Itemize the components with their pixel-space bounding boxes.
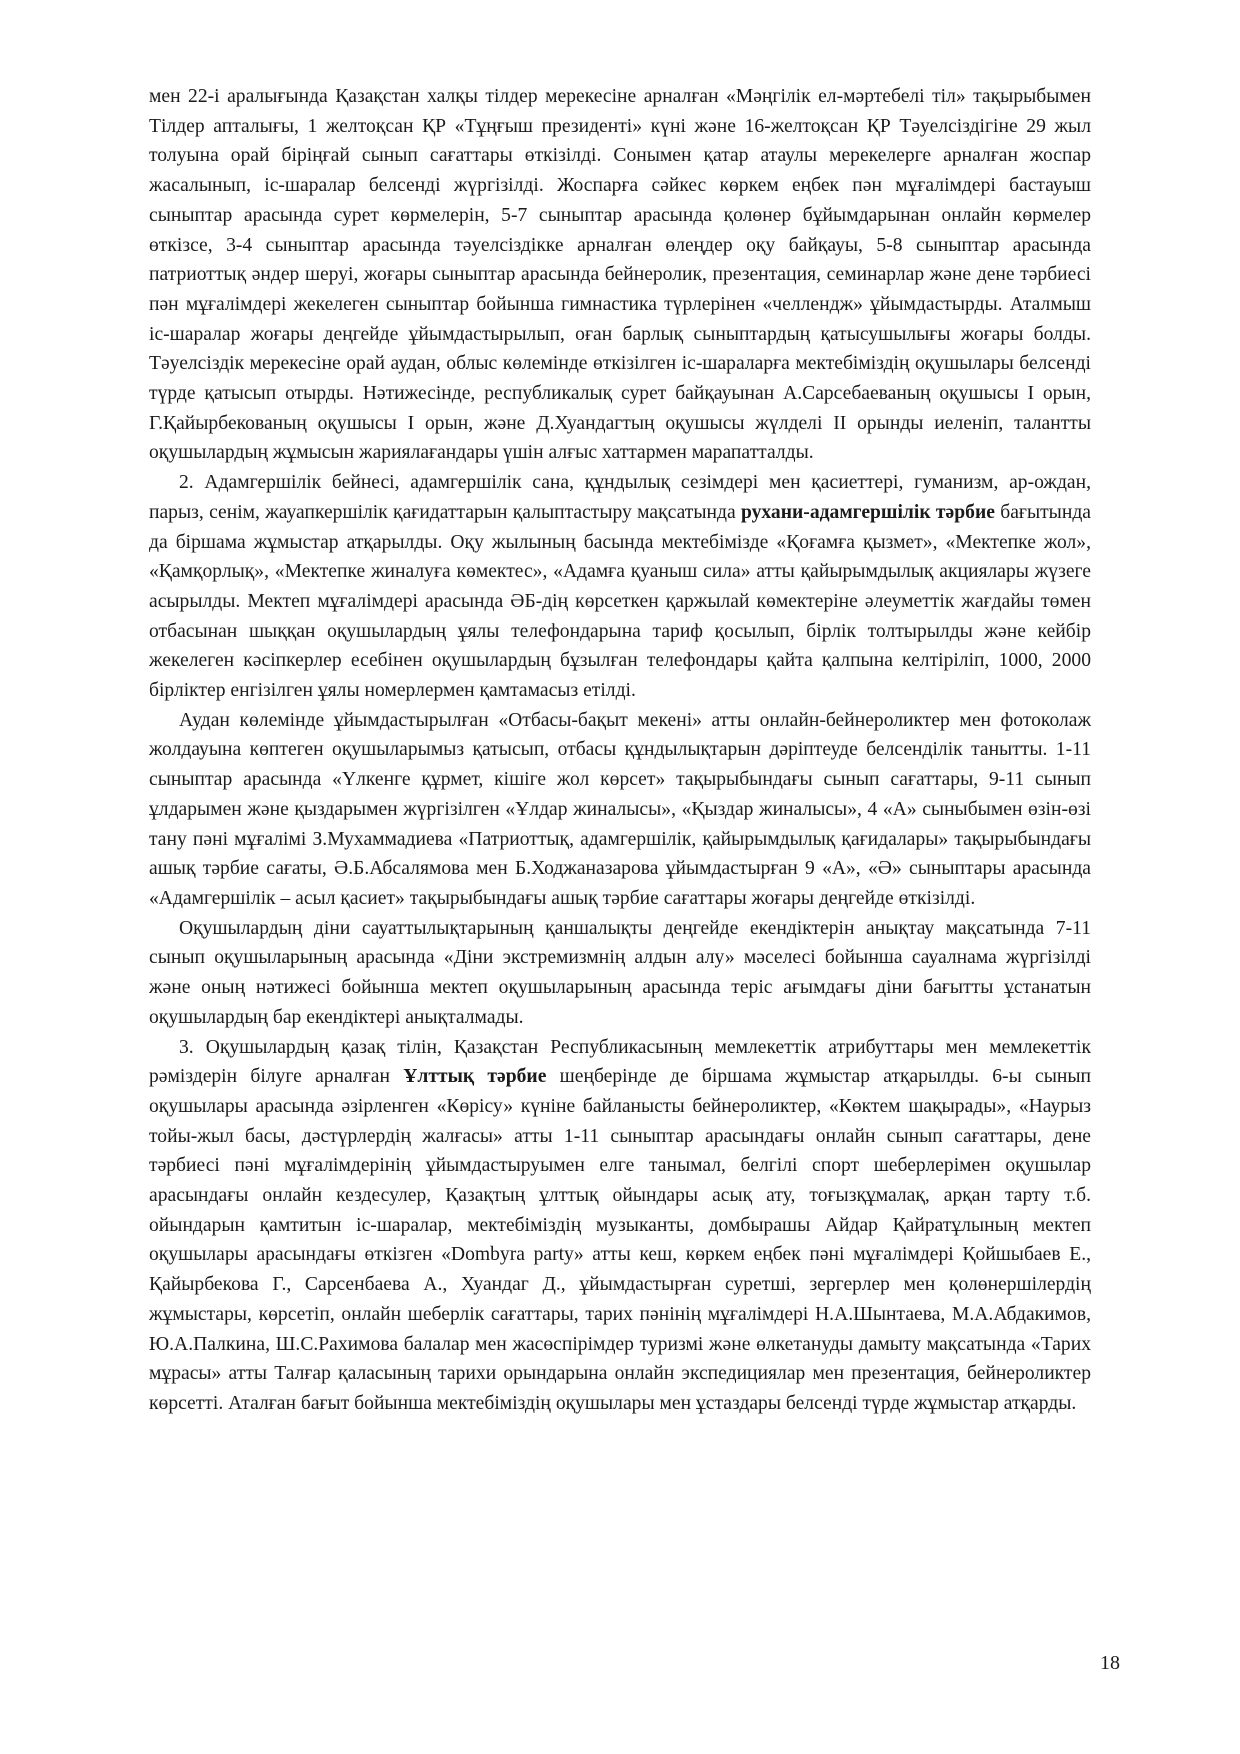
page-number: 18 [1100,1652,1120,1674]
paragraph-continuation [149,82,1091,468]
paragraph-family-values [149,706,1091,914]
paragraph-text: Аудан көлемінде ұйымдастырылған «Отбасы-бақыт мекені» атты онлайн-бейнероликтер мен фотоколаж жолдауына көптеген оқушыларымыз қатысып, отбасы құндылықтарын дәріптеуде белсенділік танытты. 1-11 сыныптар арасында «Үлкенге құрмет, кішіге жол көрсет» тақырыбындағы сынып сағаттары, 9-11 сынып ұлдарымен және қыздарымен жүргізілген «Ұлдар жиналысы», «Қыздар жиналысы», 4 «А» сыныбымен өзін-өзі тану пәні мұғалімі З.Мухаммадиева «Патриоттық, адамгершілік, қайырымдылық қағидалары» тақырыбындағы ашық тәрбие сағаты, Ә.Б.Абсалямова мен Б.Ходжаназарова ұйымдастырған 9 «А», «Ә» сыныптары арасында «Адамгершілік – асыл қасиет» тақырыбындағы ашық тәрбие сағаттары жоғары деңгейде өткізілді. [149,709,1091,909]
bold-term: Ұлттық тәрбие [403,1066,547,1088]
paragraph-text: Оқушылардың діни сауаттылықтарының қаншалықты деңгейде екендіктерін анықтау мақсатында 7-11 сынып оқушыларының арасында «Діни экстремизмнің алдын алу» мәселесі бойынша сауалнама жүргізілді және оның нәтижесі бойынша мектеп оқушыларының арасында теріс ағымдағы діни бағытты ұстанатын оқушылардың бар екендіктері анықталмады. [149,917,1091,1028]
paragraph-text: 3. Оқушылардың қазақ тілін, Қазақстан Республикасының мемлекеттік атрибуттары мен мемлекеттік рәміздерін білуге арналған [149,1036,1091,1088]
document-body [149,82,1091,1419]
paragraph-spiritual-education [149,468,1091,706]
bold-term: рухани-адамгершілік тәрбие [740,501,995,523]
paragraph-religious-literacy [149,914,1091,1033]
paragraph-national-education [149,1033,1091,1419]
paragraph-text: бағытында да біршама жұмыстар атқарылды. Оқу жылының басында мектебімізде «Қоғамға қызмет», «Мектепке жол», «Қамқорлық», «Мектепке жиналуға көмектес», «Адамға қуаныш сила» атты қайырымдылық акциялары жүзеге асырылды. Мектеп мұғалімдері арасында ӘБ-дің көрсеткен қаржылай көмектеріне әлеуметтік жағдайы төмен отбасынан шыққан оқушылардың ұялы телефондарына тариф қосылып, бірлік толтырылды және кейбір жекелеген кәсіпкерлер есебінен оқушылардың бұзылған телефондары қайта қалпына келтіріліп, 1000, 2000 бірліктер енгізілген ұялы номерлермен қамтамасыз етілді. [149,501,1091,702]
paragraph-text: 2. Адамгершілік бейнесі, адамгершілік сана, құндылық сезімдері мен қасиеттері, гуманизм, ар-ождан, парыз, сенім, жауапкершілік қағидаттарын қалыптастыру мақсатында [149,472,1091,523]
paragraph-text: мен 22-і аралығында Қазақстан халқы тілдер мерекесіне арналған «Мәңгілік ел-мәртебелі тіл» тақырыбымен Тілдер апталығы, 1 желтоқсан ҚР «Тұңғыш президенті» күні және 16-желтоқсан ҚР Тәуелсіздігіне 29 жыл толуына орай біріңғай сынып сағаттары өткізілді. Сонымен қатар атаулы мерекелерге арналған жоспар жасалынып, іс-шаралар белсенді жүргізілді. Жоспарға сәйкес көркем еңбек пән мұғалімдері бастауыш сыныптар арасында сурет көрмелерін, 5-7 сыныптар арасында қолөнер бұйымдарынан онлайн көрмелер өткізсе, 3-4 сыныптар арасында тәуелсіздікке арналған өлеңдер оқу байқауы, 5-8 сыныптар арасында патриоттық әндер шеруі, жоғары сыныптар арасында бейнеролик, презентация, семинарлар және дене тәрбиесі пән мұғалімдері жекелеген сыныптар бойынша гимнастика түрлерінен «челлендж» ұйымдастырды. Аталмыш іс-шаралар жоғары деңгейде ұйымдастырылып, оған барлық сыныптардың қатысушылығы жоғары болды. Тәуелсіздік мерекесіне орай аудан, облыс көлемінде өткізілген іс-шараларға мектебіміздің оқушылары белсенді түрде қатысып отырды. Нәтижесінде, республикалық сурет байқауынан А.Сарсебаеваның оқушысы І орын, Г.Қайырбекованың оқушысы І орын, және Д.Хуандагтың оқушысы жүлделі ІІ орынды иеленіп, талантты оқушылардың жұмысын жариялағандары үшін алғыс хаттармен марапатталды. [149,86,1091,464]
paragraph-text: шеңберінде де біршама жұмыстар атқарылды. 6-ы сынып оқушылары арасында әзірленген «Көрісу» күніне байланысты бейнероликтер, «Көктем шақырады», «Наурыз тойы-жыл басы, дәстүрлердің жалғасы» атты 1-11 сыныптар арасындағы онлайн сынып сағаттары, дене тәрбиесі пәні мұғалімдерінің ұйымдастыруымен елге танымал, белгілі спорт шеберлерімен оқушылар арасындағы онлайн кездесулер, Қазақтың ұлттық ойындары асық ату, тоғызқұмалақ, арқан тарту т.б. ойындарын қамтитын іс-шаралар, мектебіміздің музыканты, домбырашы Айдар Қайратұлының мектеп оқушылары арасындағы өткізген «Dombyra party» атты кеш, көркем еңбек пәні мұғалімдері Қойшыбаев Е., Қайырбекова Г., Сарсенбаева А., Хуандаг Д., ұйымдастырған суретші, зергерлер мен қолөнершілердің жұмыстары, көрсетіп, онлайн шеберлік сағаттары, тарих пәнінің мұғалімдері Н.А.Шынтаева, М.А.Абдакимов, Ю.А.Палкина, Ш.С.Рахимова балалар мен жасөспірімдер туризмі және өлкетануды дамыту мақсатында «Тарих мұрасы» атты Талғар қаласының тарихи орындарына онлайн экспедициялар мен презентация, бейнероликтер көрсетті. Аталған бағыт бойынша мектебіміздің оқушылары мен ұстаздары белсенді түрде жұмыстар атқарды. [149,1066,1091,1414]
